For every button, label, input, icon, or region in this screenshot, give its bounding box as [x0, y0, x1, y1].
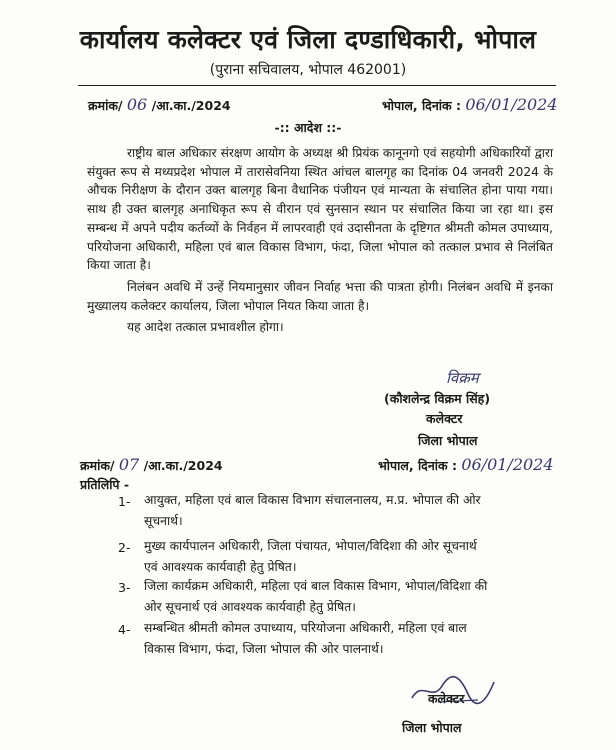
order1-signatory-district: जिला भोपाल [418, 433, 478, 448]
recipient-1 [144, 490, 564, 532]
order1-signatory-name: (कौशलेन्द्र विक्रम सिंह) [384, 391, 491, 406]
order-body-paragraph-2: निलंबन अवधि में उन्हें नियमानुसार जीवन निर्वाह भत्ता की पात्रता होगी। निलंबन अवधि में इनका मुख्यालय कलेक्टर कार्यालय, जिला भोपाल नियत किया जाता है। [87, 279, 553, 313]
order1-signature: विक्रम [446, 369, 479, 387]
order1-signatory-designation: कलेक्टर [426, 411, 463, 426]
order1-ref-suffix: /आ.का./2024 [151, 98, 231, 113]
order-body [87, 144, 553, 337]
office-address: (पुराना सचिवालय, भोपाल 462001) [209, 62, 407, 78]
recipient-3-line1: जिला कार्यक्रम अधिकारी, महिला एवं बाल विकास विभाग, भोपाल/विदिशा की [144, 579, 488, 593]
order2-signatory-designation: कलेक्टर [428, 691, 465, 706]
order2-date-line [378, 455, 554, 474]
recipient-4 [144, 618, 564, 660]
recipient-2-line2: एवं आवश्यक कार्यवाही हेतु प्रेषित। [144, 560, 297, 574]
order2-place-date-label: भोपाल, दिनांक : [378, 458, 457, 473]
order2-ref-suffix: /आ.का./2024 [143, 458, 223, 473]
order1-ref-prefix: क्रमांक/ [88, 98, 123, 113]
order1-date-line [382, 95, 558, 114]
copy-to-label: प्रतिलिपि - [80, 477, 130, 492]
order2-ref-number: 07 [118, 455, 140, 474]
order1-date: 06/01/2024 [465, 95, 558, 114]
recipient-2-number: 2- [118, 540, 131, 555]
order2-signatory-district: जिला भोपाल [402, 720, 462, 735]
order2-date: 06/01/2024 [461, 455, 554, 474]
recipient-1-line2: सूचनार्थ। [144, 514, 183, 528]
order-body-paragraph-1: राष्ट्रीय बाल अधिकार संरक्षण आयोग के अध्यक्ष श्री प्रियंक कानूनगो एवं सहयोगी अधिकारियों द्वारा संयुक्त रूप से मध्यप्रदेश भोपाल में तारासेवनिया स्थित आंचल बालगृह का दिनांक 04 जनवरी 2024 के औचक निरीक्षण के दौरान उक्त बालगृह बिना वैधानिक पंजीयन एवं मान्यता के संचालित होना पाया गया। साथ ही उक्त बालगृह अनाधिकृत रूप से वीरान एवं सुनसान स्थान पर संचालित किया जा रहा था। इस सम्बन्ध में अपने पदीय कर्तव्यों के निर्वहन में लापरवाही एवं उदासीनता के दृष्टिगत श्रीमती कोमल उपाध्याय, परियोजना अधिकारी, महिला एवं बाल विकास विभाग, फंदा, जिला भोपाल को तत्काल प्रभाव से निलंबित किया जाता है। [87, 146, 553, 273]
recipient-3-line2: ओर सूचनार्थ एवं आवश्यक कार्यवाही हेतु प्रेषित। [144, 600, 356, 614]
recipient-2 [144, 536, 564, 578]
recipient-4-number: 4- [118, 622, 131, 637]
order2-reference [80, 455, 223, 474]
order1-place-date-label: भोपाल, दिनांक : [382, 98, 461, 113]
recipient-2-line1: मुख्य कार्यपालन अधिकारी, जिला पंचायत, भोपाल/विदिशा की ओर सूचनार्थ [144, 539, 477, 553]
header-divider [78, 85, 556, 86]
order-heading: -:: आदेश ::- [274, 120, 342, 135]
order1-ref-number: 06 [126, 95, 148, 114]
recipient-4-line2: विकास विभाग, फंदा, जिला भोपाल की ओर पालनार्थ। [144, 642, 384, 656]
order-body-paragraph-3: यह आदेश तत्काल प्रभावशील होगा। [127, 320, 284, 335]
order2-ref-prefix: क्रमांक/ [80, 458, 115, 473]
recipient-1-number: 1- [118, 494, 131, 509]
office-title: कार्यालय कलेक्टर एवं जिला दण्डाधिकारी, भोपाल [79, 25, 537, 54]
recipient-3 [144, 576, 564, 618]
recipient-1-line1: आयुक्त, महिला एवं बाल विकास विभाग संचालनालय, म.प्र. भोपाल की ओर [144, 493, 481, 507]
recipient-3-number: 3- [118, 580, 131, 595]
recipient-4-line1: सम्बन्धित श्रीमती कोमल उपाध्याय, परियोजना अधिकारी, महिला एवं बाल [144, 621, 467, 635]
order1-reference [88, 95, 231, 114]
